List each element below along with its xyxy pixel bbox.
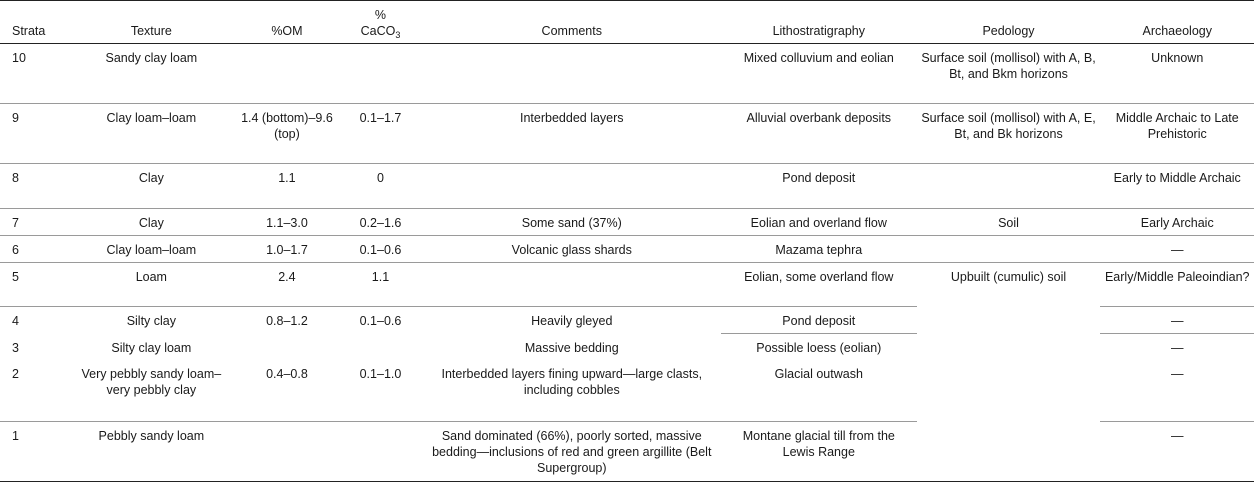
cell-strata: 5 <box>0 263 67 307</box>
cell-comments: Interbedded layers <box>423 104 722 164</box>
cell-comments: Sand dominated (66%), poorly sorted, massive bedding—inclusions of red and green argillite (Belt Supergroup) <box>423 421 722 481</box>
cell-om: 1.4 (bottom)–9.6 (top) <box>235 104 338 164</box>
table-row <box>0 209 1254 236</box>
cell-lithostratigraphy: Glacial outwash <box>721 360 917 421</box>
cell-pedology: Upbuilt (cumulic) soil <box>950 270 1067 284</box>
cell-pedology <box>917 307 1101 334</box>
cell-strata: 8 <box>0 164 67 209</box>
header-archaeology: Archaeology <box>1100 1 1254 44</box>
cell-caco3: 0 <box>338 164 422 209</box>
cell-archaeology: — <box>1100 360 1254 421</box>
cell-archaeology: — <box>1100 421 1254 481</box>
cell-om: 1.0–1.7 <box>235 236 338 263</box>
cell-strata: 6 <box>0 236 67 263</box>
cell-comments <box>423 164 722 209</box>
table-row <box>0 236 1254 263</box>
cell-pedology <box>917 236 1101 263</box>
cell-strata: 1 <box>0 421 67 481</box>
cell-texture: Very pebbly sandy loam–very pebbly clay <box>67 360 235 421</box>
table-row <box>0 164 1254 209</box>
cell-archaeology: — <box>1170 341 1184 355</box>
cell-om: 2.4 <box>235 263 338 307</box>
cell-lithostratigraphy: Eolian and overland flow <box>721 209 917 236</box>
cell-texture: Silty clay <box>126 314 177 328</box>
cell-om: 1.1 <box>235 164 338 209</box>
table-row <box>0 104 1254 164</box>
table-row <box>0 360 1254 421</box>
header-caco3-main: CaCO <box>360 24 396 38</box>
cell-caco3 <box>338 44 422 104</box>
cell-archaeology: Unknown <box>1100 44 1254 104</box>
cell-lithostratigraphy: Eolian, some overland flow <box>721 263 917 307</box>
cell-texture: Clay loam–loam <box>67 236 235 263</box>
table-row <box>0 263 1254 307</box>
header-caco3-sub: 3 <box>395 30 401 40</box>
cell-texture: Silty clay loam <box>111 340 192 355</box>
cell-comments: Heavily gleyed <box>531 314 613 328</box>
cell-caco3: 0.1–1.0 <box>338 360 422 421</box>
cell-pedology <box>917 334 1101 361</box>
table-row <box>0 421 1254 481</box>
cell-texture: Loam <box>67 263 235 307</box>
cell-om: 0.8–1.2 <box>266 314 308 328</box>
cell-archaeology: Early to Middle Archaic <box>1100 164 1254 209</box>
cell-caco3: 0.1–0.6 <box>338 236 422 263</box>
cell-strata: 2 <box>0 360 67 421</box>
cell-archaeology: Early/Middle Paleoindian? <box>1100 263 1254 307</box>
cell-lithostratigraphy: Mazama tephra <box>721 236 917 263</box>
cell-pedology: Surface soil (mollisol) with A, E, Bt, and Bk horizons <box>917 104 1101 164</box>
header-row <box>0 1 1254 44</box>
header-lithostratigraphy: Lithostratigraphy <box>721 1 917 44</box>
cell-caco3: 0.2–1.6 <box>338 209 422 236</box>
cell-strata: 10 <box>0 44 67 104</box>
cell-pedology <box>917 164 1101 209</box>
cell-om <box>235 44 338 104</box>
cell-lithostratigraphy: Montane glacial till from the Lewis Range <box>721 421 917 481</box>
cell-comments <box>423 263 722 307</box>
header-comments: Comments <box>423 1 722 44</box>
cell-archaeology: — <box>1100 307 1254 334</box>
header-pedology: Pedology <box>917 1 1101 44</box>
header-caco3-pct: % <box>374 8 387 22</box>
cell-archaeology: Early Archaic <box>1100 209 1254 236</box>
cell-strata: 3 <box>12 340 19 355</box>
header-strata: Strata <box>0 1 67 44</box>
cell-strata: 7 <box>0 209 67 236</box>
cell-comments: Volcanic glass shards <box>423 236 722 263</box>
header-caco3 <box>338 1 422 44</box>
cell-comments: Interbedded layers fining upward—large clasts, including cobbles <box>423 360 722 421</box>
cell-om: 0.4–0.8 <box>235 360 338 421</box>
cell-texture: Pebbly sandy loam <box>67 421 235 481</box>
cell-texture: Clay loam–loam <box>67 104 235 164</box>
table-row <box>0 307 1254 334</box>
cell-om <box>235 334 338 361</box>
cell-caco3 <box>338 421 422 481</box>
cell-strata: 4 <box>12 314 19 328</box>
table-row <box>0 334 1254 361</box>
cell-lithostratigraphy: Possible loess (eolian) <box>756 341 882 355</box>
cell-comments: Massive bedding <box>524 340 619 355</box>
header-texture: Texture <box>67 1 235 44</box>
cell-caco3 <box>338 334 422 361</box>
cell-texture: Clay <box>67 164 235 209</box>
cell-archaeology: Middle Archaic to Late Prehistoric <box>1100 104 1254 164</box>
cell-caco3: 0.1–0.6 <box>359 314 402 328</box>
cell-strata: 9 <box>0 104 67 164</box>
cell-comments: Some sand (37%) <box>423 209 722 236</box>
cell-caco3: 0.1–1.7 <box>338 104 422 164</box>
cell-lithostratigraphy: Alluvial overbank deposits <box>721 104 917 164</box>
cell-pedology <box>917 360 1101 421</box>
cell-texture: Clay <box>67 209 235 236</box>
cell-comments <box>423 44 722 104</box>
cell-archaeology: — <box>1100 236 1254 263</box>
cell-lithostratigraphy: Pond deposit <box>721 307 917 334</box>
cell-om: 1.1–3.0 <box>235 209 338 236</box>
cell-texture: Sandy clay loam <box>67 44 235 104</box>
header-om: %OM <box>235 1 338 44</box>
cell-pedology: Surface soil (mollisol) with A, B, Bt, and Bkm horizons <box>917 44 1101 104</box>
cell-caco3: 1.1 <box>338 263 422 307</box>
table-row <box>0 44 1254 104</box>
cell-lithostratigraphy: Mixed colluvium and eolian <box>721 44 917 104</box>
cell-pedology: Soil <box>917 209 1101 236</box>
cell-pedology <box>917 421 1101 481</box>
cell-om <box>235 421 338 481</box>
cell-lithostratigraphy: Pond deposit <box>721 164 917 209</box>
